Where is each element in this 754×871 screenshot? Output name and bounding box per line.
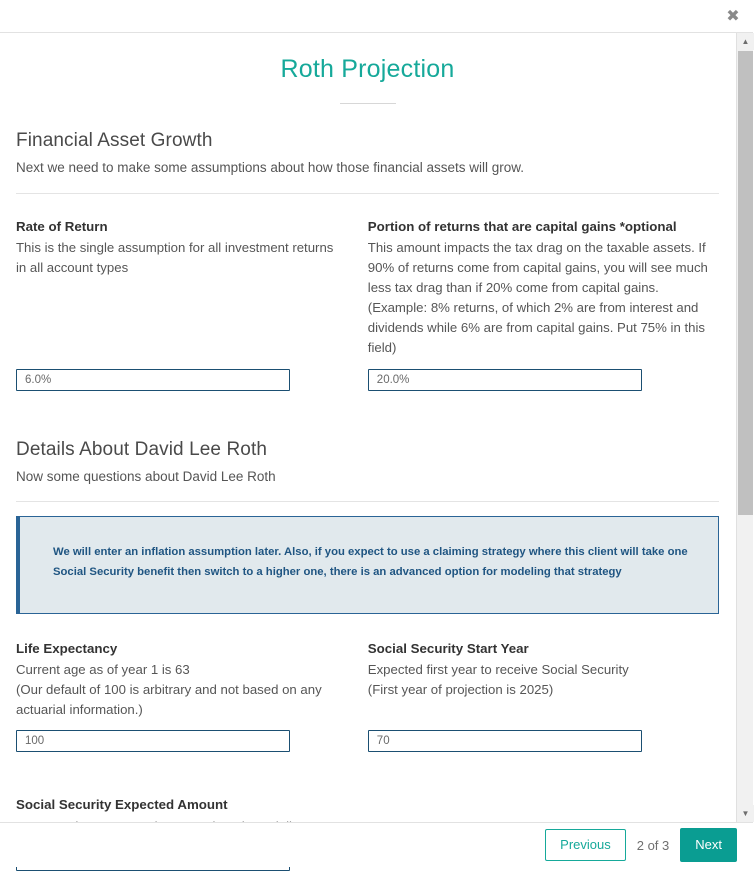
life-expectancy-input[interactable] (16, 730, 290, 752)
wizard-footer (0, 822, 753, 867)
modal-scroll-region (0, 33, 753, 822)
spacer (16, 278, 344, 358)
field-label: Life Expectancy (16, 640, 118, 656)
scroll-up-arrow-icon[interactable]: ▲ (737, 33, 754, 50)
section-divider (16, 193, 719, 194)
field-help-text: This is the single assumption for all investment returns in all account types (16, 240, 334, 276)
page-indicator: 2 of 3 (636, 837, 670, 853)
field-input-row (16, 369, 344, 391)
spacer (368, 700, 719, 720)
rate-of-return-input[interactable] (16, 369, 290, 391)
field-help-line-2: (Our default of 100 is arbitrary and not based on any actuarial information.) (16, 682, 322, 718)
next-button[interactable]: Next (680, 828, 737, 862)
info-callout-text: We will enter an inflation assumption later. Also, if you expect to use a claiming strategy where this client will take one Social Security benefit then switch to a higher one, there is an advanced option for modeling that strategy (53, 546, 688, 578)
field-input-row (16, 730, 344, 752)
field-rate-of-return (16, 218, 368, 391)
info-callout (16, 516, 719, 614)
modal-title-bar (0, 0, 753, 33)
page-title: Roth Projection (280, 55, 455, 83)
scroll-down-arrow-icon[interactable]: ▼ (737, 805, 754, 822)
section-financial-asset-growth (16, 104, 719, 391)
field-help-line-1: Current age as of year 1 is 63 (16, 662, 190, 678)
field-label: Social Security Start Year (367, 640, 529, 656)
capital-gains-portion-input[interactable] (368, 369, 642, 391)
field-label: Social Security Expected Amount (16, 797, 228, 813)
field-row (16, 218, 719, 391)
section-client-details (16, 391, 719, 871)
previous-button[interactable]: Previous (545, 829, 626, 861)
section-subheading: Next we need to make some assumptions about how those financial assets will grow. (16, 160, 525, 175)
field-label: Rate of Return (16, 218, 108, 234)
social-security-start-year-input[interactable] (368, 730, 642, 752)
wizard-content (0, 33, 735, 871)
field-help-line-2: (First year of projection is 2025) (367, 682, 554, 698)
field-row (16, 640, 719, 753)
section-heading: Financial Asset Growth (16, 130, 213, 151)
field-life-expectancy (16, 640, 368, 753)
close-icon[interactable]: ✖ (721, 5, 745, 29)
section-divider (16, 501, 719, 502)
vertical-scrollbar[interactable] (736, 33, 753, 822)
scrollbar-thumb[interactable] (738, 51, 753, 515)
field-label: Portion of returns that are capital gains *optional (367, 218, 677, 234)
field-social-security-start-year (368, 640, 719, 753)
field-capital-gains-portion (368, 218, 719, 391)
field-input-row (368, 730, 719, 752)
field-help-line-1: Expected first year to receive Social Security (367, 662, 629, 678)
field-help-text: This amount impacts the tax drag on the taxable assets. If 90% of returns come from capital gains, you will see much less tax drag than if 20% come from capital gains. (Example: 8% returns, of which 2% are from interest and dividends while 6% are from capital gains. Put 75% in this field) (367, 240, 708, 356)
section-heading: Details About David Lee Roth (16, 438, 268, 460)
field-input-row (368, 369, 719, 391)
section-subheading: Now some questions about David Lee Roth (16, 468, 276, 484)
